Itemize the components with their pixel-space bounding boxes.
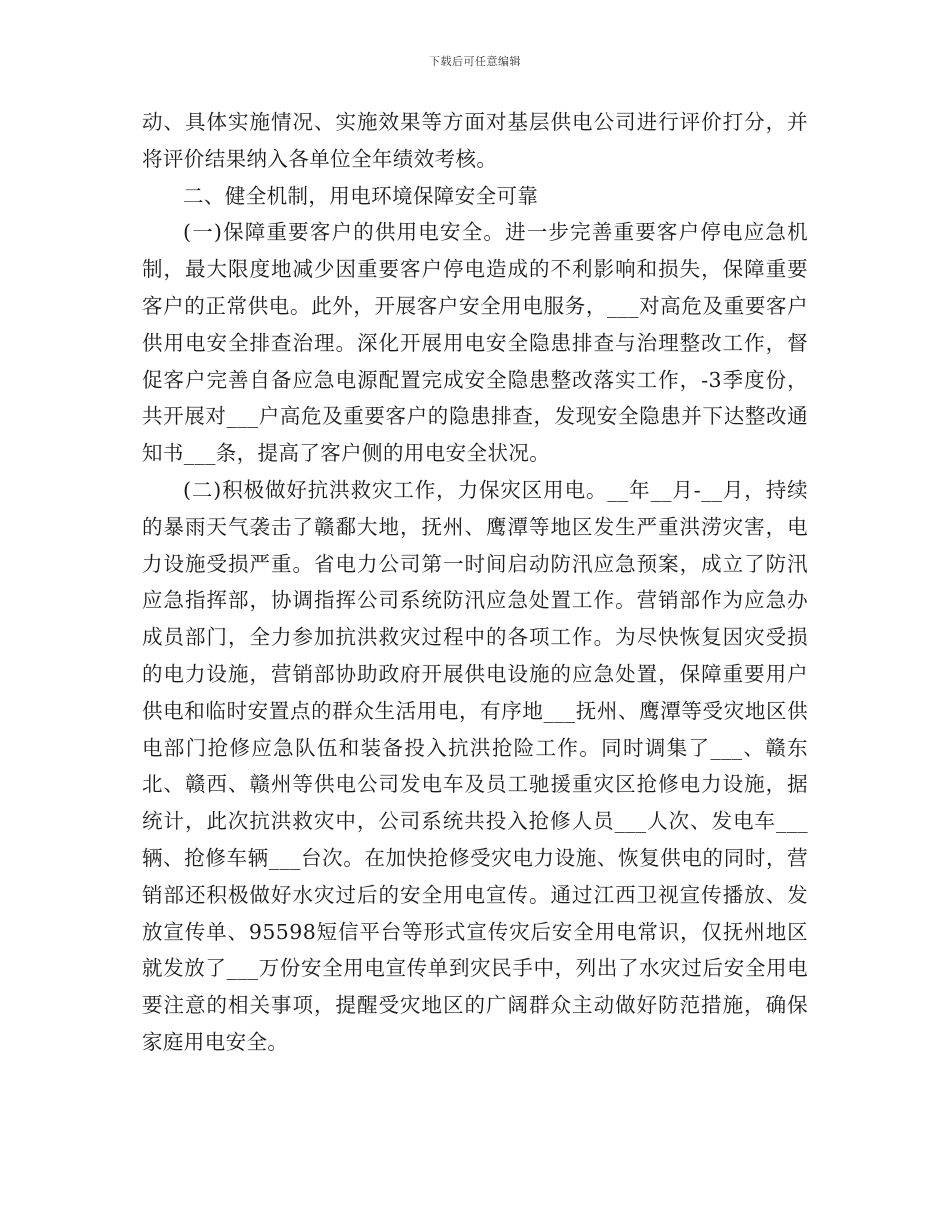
paragraph-flood-relief: (二)积极做好抗洪救灾工作，力保灾区用电。__年__月-__月，持续的暴雨天气袭击了赣鄱大地，抚州、鹰潭等地区发生严重洪涝灾害，电力设施受损严重。省电力公司第一时间启动防汛应急预案，成立了防汛应急指挥部，协调指挥公司系统防汛应急处置工作。营销部作为应急办成员部门，全力参加抗洪救灾过程中的各项工作。为尽快恢复因灾受损的电力设施，营销部协助政府开展供电设施的应急处置，保障重要用户供电和临时安置点的群众生活用电，有序地___抚州、鹰潭等受灾地区供电部门抢修应急队伍和装备投入抗洪抢险工作。同时调集了___、赣东北、赣西、赣州等供电公司发电车及员工驰援重灾区抢修电力设施，据统计，此次抗洪救灾中，公司系统共投入抢修人员___人次、发电车___辆、抢修车辆___台次。在加快抢修受灾电力设施、恢复供电的同时，营销部还积极做好水灾过后的安全用电宣传。通过江西卫视宣传播放、发放宣传单、95598短信平台等形式宣传灾后安全用电常识，仅抚州地区就发放了___万份安全用电宣传单到灾民手中，列出了水灾过后安全用电要注意的相关事项，提醒受灾地区的广阔群众主动做好防范措施，确保家庭用电安全。 [142, 477, 808, 1054]
paragraph-important-customers-safety: (一)保障重要客户的供用电安全。进一步完善重要客户停电应急机制，最大限度地减少因重要客户停电造成的不利影响和损失，保障重要客户的正常供电。此外，开展客户安全用电服务，___对高危及重要客户供用电安全排查治理。深化开展用电安全隐患排查与治理整改工作，督促客户完善自备应急电源配置完成安全隐患整改落实工作，-3季度份，共开展对___户高危及重要客户的隐患排查，发现安全隐患并下达整改通知书___条，提高了客户侧的用电安全状况。 [142, 220, 808, 466]
section-heading-mechanism: 二、健全机制，用电环境保障安全可靠 [183, 183, 539, 208]
page-header: 下载后可任意编辑 [429, 55, 521, 68]
document-body [142, 104, 808, 1061]
paragraph-evaluation-continuation: 动、具体实施情况、实施效果等方面对基层供电公司进行评价打分，并将评价结果纳入各单位全年绩效考核。 [142, 110, 808, 171]
